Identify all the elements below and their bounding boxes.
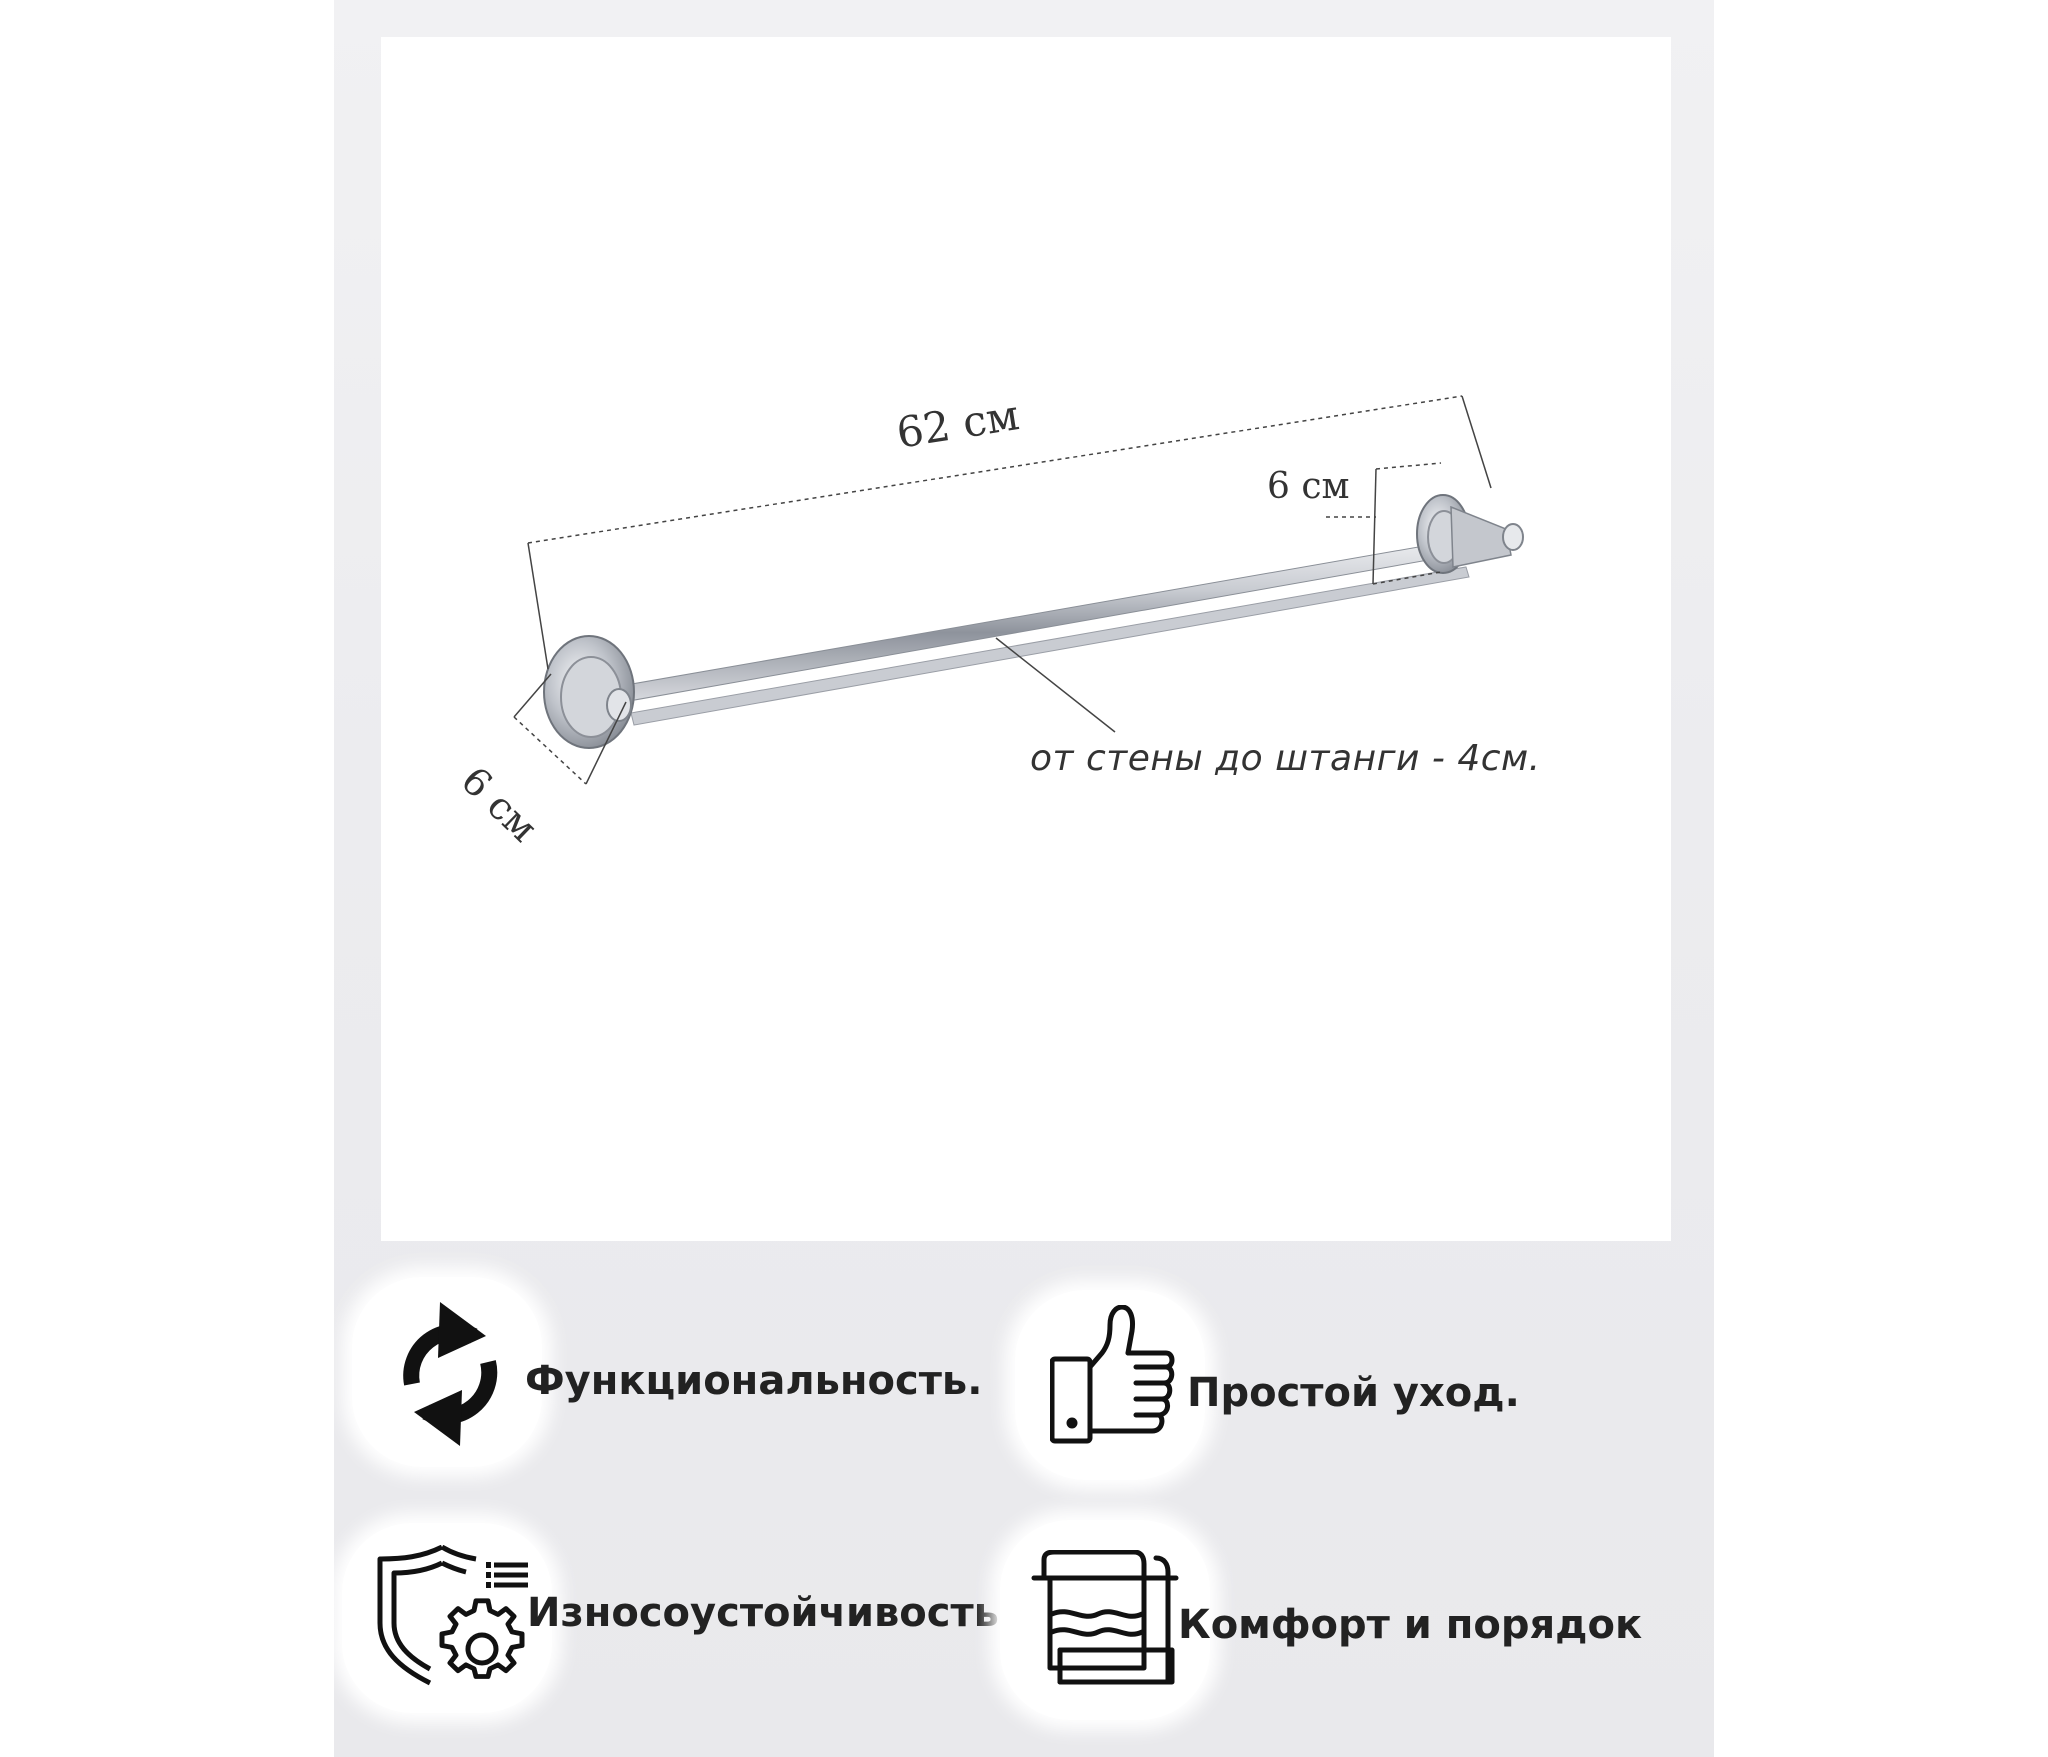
length-dimension-label: 62 см bbox=[893, 390, 1023, 458]
right-mount bbox=[1417, 495, 1523, 573]
left-mount bbox=[544, 636, 634, 748]
thumbs-up-icon bbox=[1050, 1305, 1180, 1445]
towel-rail-drawing bbox=[381, 37, 1671, 1241]
feature-label-easy-care: Простой уход. bbox=[1187, 1370, 1520, 1416]
shield-gear-icon bbox=[372, 1545, 532, 1690]
refresh-cycle-icon bbox=[382, 1300, 517, 1448]
feature-label-durability: Износоустойчивость bbox=[527, 1590, 999, 1636]
depth-left-dimension-label: 6 см bbox=[452, 758, 546, 851]
feature-label-functionality: Функциональность. bbox=[525, 1358, 983, 1404]
wall-distance-note: от стены до штанги - 4см. bbox=[1030, 738, 1541, 779]
product-photo bbox=[381, 37, 1671, 1241]
depth-right-dimension-label: 6 см bbox=[1267, 466, 1350, 507]
towel-rack-icon bbox=[1030, 1550, 1180, 1685]
feature-label-comfort-order: Комфорт и порядок bbox=[1178, 1602, 1643, 1648]
rail-bar bbox=[626, 530, 1519, 725]
